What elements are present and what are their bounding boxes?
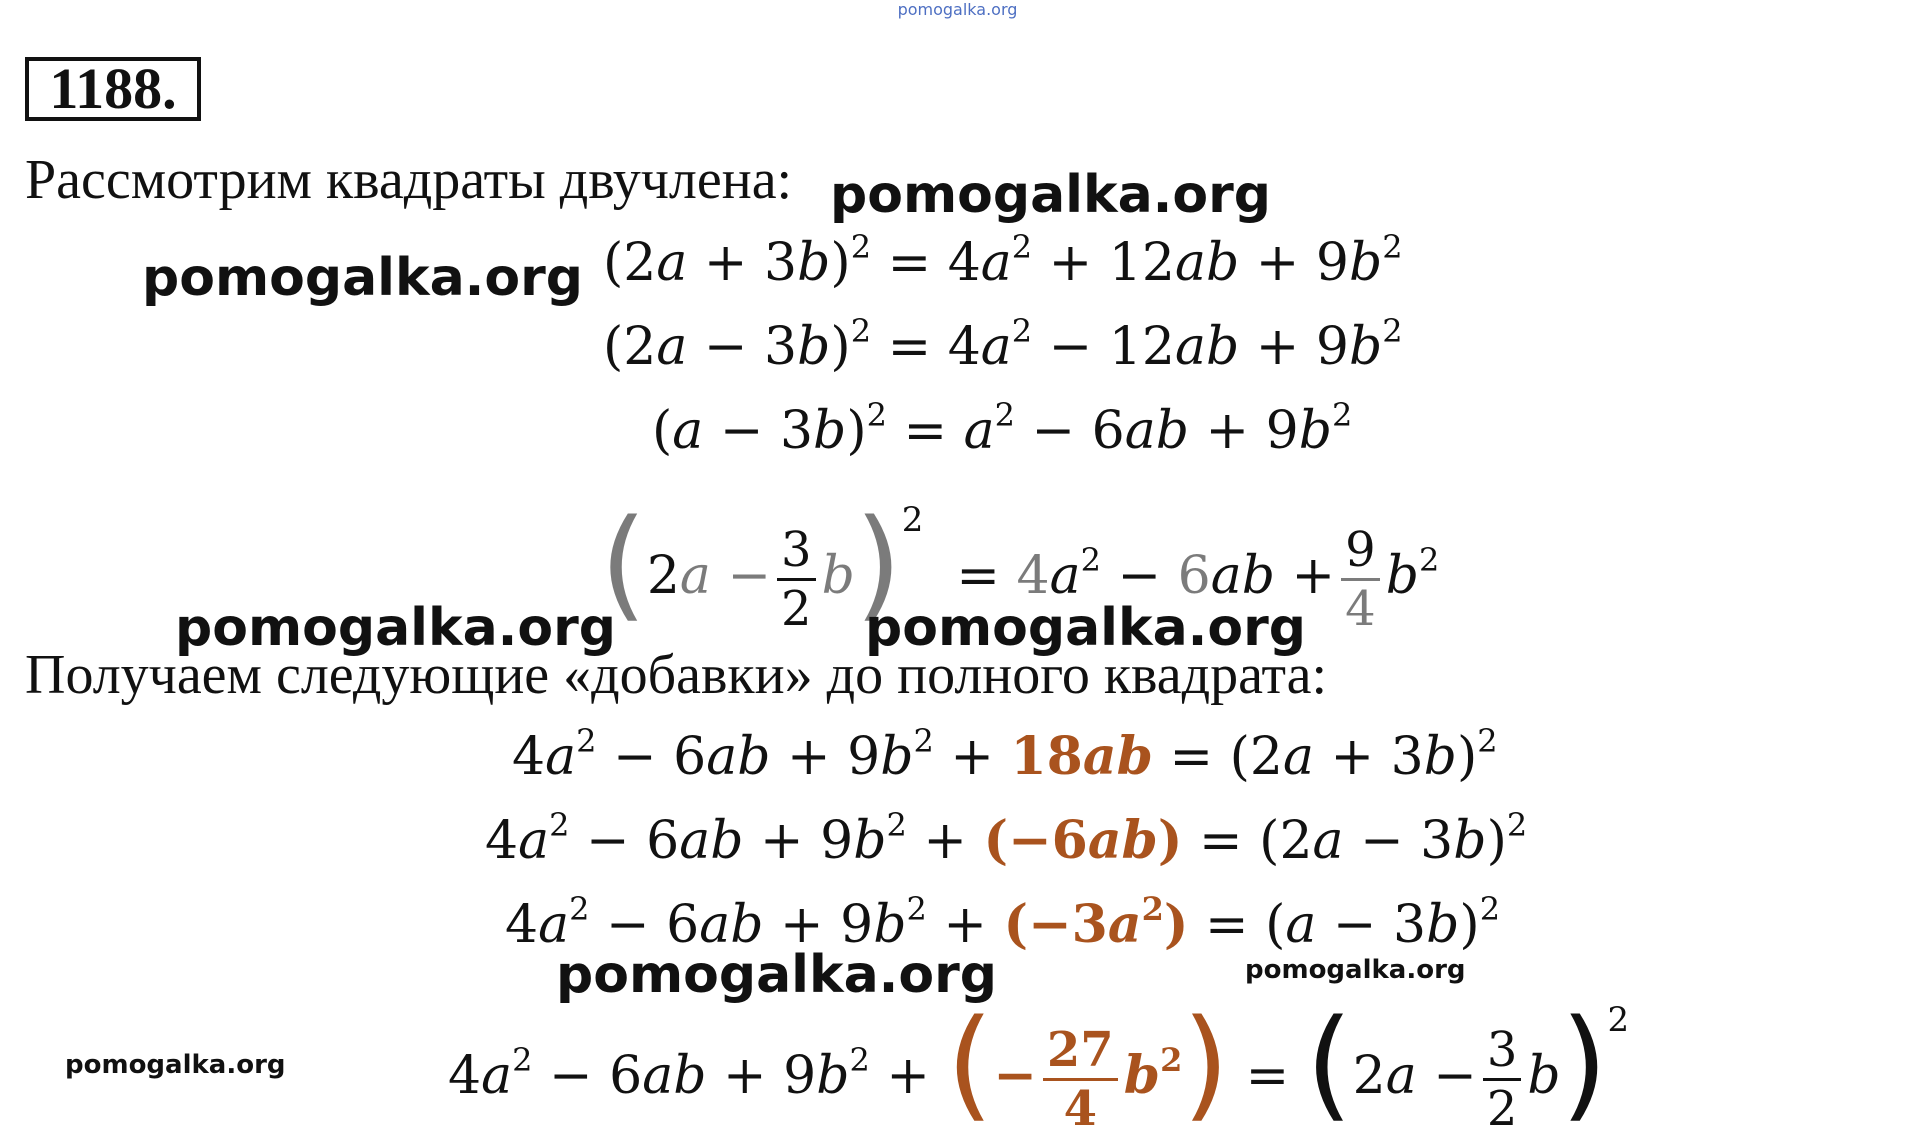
summary-text: Получаем следующие «добавки» до полного квадрата: [25,644,1328,706]
watermark-2: pomogalka.org [142,248,584,308]
addition-eq-3: $4a^2 - 6ab + 9b^2 + (-3a^2) = (a - 3b)^2$ [505,890,1501,955]
square-eq-2: $(2a - 3b)^2 = 4a^2 - 12ab + 9b^2$ [603,312,1403,377]
addition-eq-2: $4a^2 - 6ab + 9b^2 + (-6ab) = (2a - 3b)^2$ [485,806,1528,871]
watermark-top: pomogalka.org [897,0,1018,19]
watermark-1: pomogalka.org [830,165,1272,225]
addition-eq-4: $4a^2 - 6ab + 9b^2$ + (− $\frac{27}{4}$ $b^2) = (2a$ − $\frac{3}{2}$ b)$^2$ [448,995,1630,1137]
watermark-3: pomogalka.org [175,598,617,658]
problem-number: 1188. [25,57,201,121]
intro-text: Рассмотрим квадраты двучлена: [25,149,793,211]
watermark-4: pomogalka.org [865,598,1307,658]
square-eq-3: $(a - 3b)^2 = a^2 - 6ab + 9b^2$ [652,396,1353,461]
square-eq-4: (2a − $\frac{3}{2}$ $b)^2 = 4a^2 - 6ab$ + $\frac{9}{4}$ $b^2$ [600,495,1440,637]
watermark-5: pomogalka.org [556,945,998,1005]
square-eq-1: $(2a + 3b)^2 = 4a^2 + 12ab + 9b^2$ [603,228,1403,293]
watermark-6: pomogalka.org [1245,955,1466,985]
watermark-7: pomogalka.org [65,1050,286,1080]
addition-eq-1: $4a^2 - 6ab + 9b^2 + 18ab = (2a + 3b)^2$ [512,722,1498,787]
